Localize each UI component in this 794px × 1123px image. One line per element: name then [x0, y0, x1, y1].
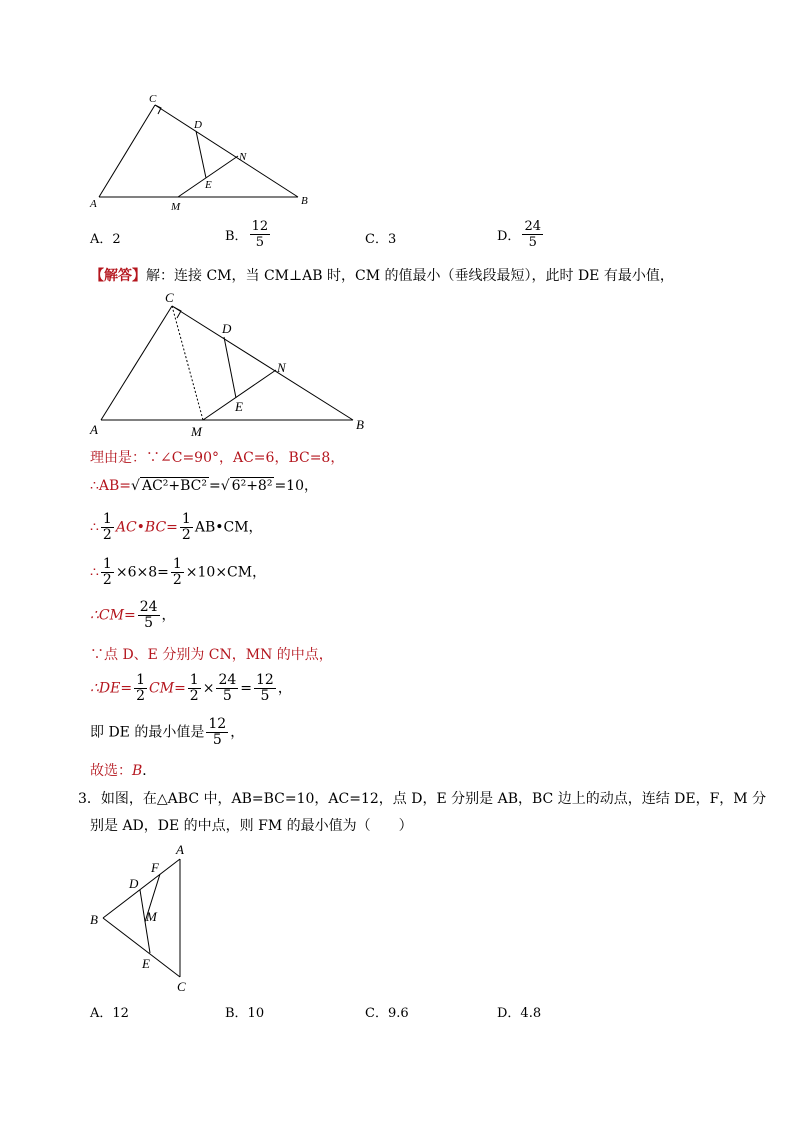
fig3-label-f: F [151, 860, 159, 875]
fig1-label-m: M [171, 201, 181, 213]
step-2: ∴AB=√ AC²+BC² =√ 6²+8² =10， [90, 478, 318, 494]
fig3-label-d: D [129, 876, 139, 891]
option-d-fraction: $\frac{24}{5}$ [524, 219, 541, 250]
option-d[interactable]: D． $\frac{24}{5}$ [497, 219, 541, 250]
q3-line-1: 3．如图，在△ABC 中，AB=BC=10，AC=12，点 D，E 分别是 AB，BC 边上的动点，连结 DE，F，M 分 [78, 791, 767, 807]
figure-1 [85, 90, 315, 215]
fig2-label-a: A [90, 422, 98, 437]
option-c[interactable]: C．3 [365, 232, 397, 247]
step-1: 理由是：∵∠C=90°，AC=6，BC=8， [90, 450, 345, 466]
fig1-label-a: A [90, 198, 97, 210]
answer-intro [90, 266, 674, 286]
fig3-label-e: E [142, 956, 150, 971]
step-4: ∴ $\frac{1}{2}$ ×6×8= $\frac{1}{2}$ ×10×CM， [90, 556, 267, 588]
figure-2 [85, 285, 375, 440]
fig2-label-b: B [356, 417, 364, 432]
fig2-label-c: C [165, 290, 174, 305]
fig3-label-m: M [146, 909, 157, 924]
answer-tag: 【解答】 [90, 268, 146, 284]
fig1-label-d: D [194, 119, 202, 131]
step-8: 即 DE 的最小值是 $\frac{12}{5}$ ， [90, 716, 245, 748]
q3-option-c[interactable]: C．9.6 [365, 1006, 409, 1021]
fig1-label-b: B [301, 195, 308, 207]
fig2-label-n: N [277, 360, 286, 375]
figure-3 [85, 838, 195, 998]
step-9: 故选：B． [90, 763, 157, 779]
q3-line-2: 别是 AD，DE 的中点，则 FM 的最小值为（ ） [90, 818, 413, 834]
step-5: ∴CM= $\frac{24}{5}$ ， [90, 599, 176, 631]
option-a[interactable]: A．2 [90, 232, 121, 247]
fig1-label-n: N [239, 151, 247, 163]
q3-option-d[interactable]: D．4.8 [497, 1006, 542, 1021]
fig3-label-c: C [177, 979, 186, 994]
step-6: ∵点 D、E 分别为 CN，MN 的中点， [90, 647, 333, 663]
fig2-label-e: E [235, 399, 243, 414]
fig1-label-e: E [205, 179, 212, 191]
q3-option-b[interactable]: B．10 [225, 1006, 265, 1021]
answer-text: 解：连接 CM，当 CM⊥AB 时，CM 的值最小（垂线段最短），此时 DE 有最小值， [146, 268, 674, 284]
fig2-label-m: M [191, 424, 202, 439]
fig2-label-d: D [222, 321, 232, 336]
fig3-label-b: B [90, 912, 98, 927]
step-3: ∴ $\frac{1}{2}$ AC•BC= $\frac{1}{2}$ AB•CM， [90, 511, 263, 543]
option-b[interactable]: B． $\frac{12}{5}$ [225, 219, 269, 250]
fig3-label-a: A [176, 842, 184, 857]
step-7: ∴DE= $\frac{1}{2}$ CM= $\frac{1}{2}$ × $\frac{24}{5}$ = $\frac{12}{5}$ ， [90, 672, 292, 704]
option-b-fraction: $\frac{12}{5}$ [251, 219, 269, 250]
fig1-label-c: C [149, 93, 157, 105]
q3-option-a[interactable]: A．12 [90, 1006, 129, 1021]
